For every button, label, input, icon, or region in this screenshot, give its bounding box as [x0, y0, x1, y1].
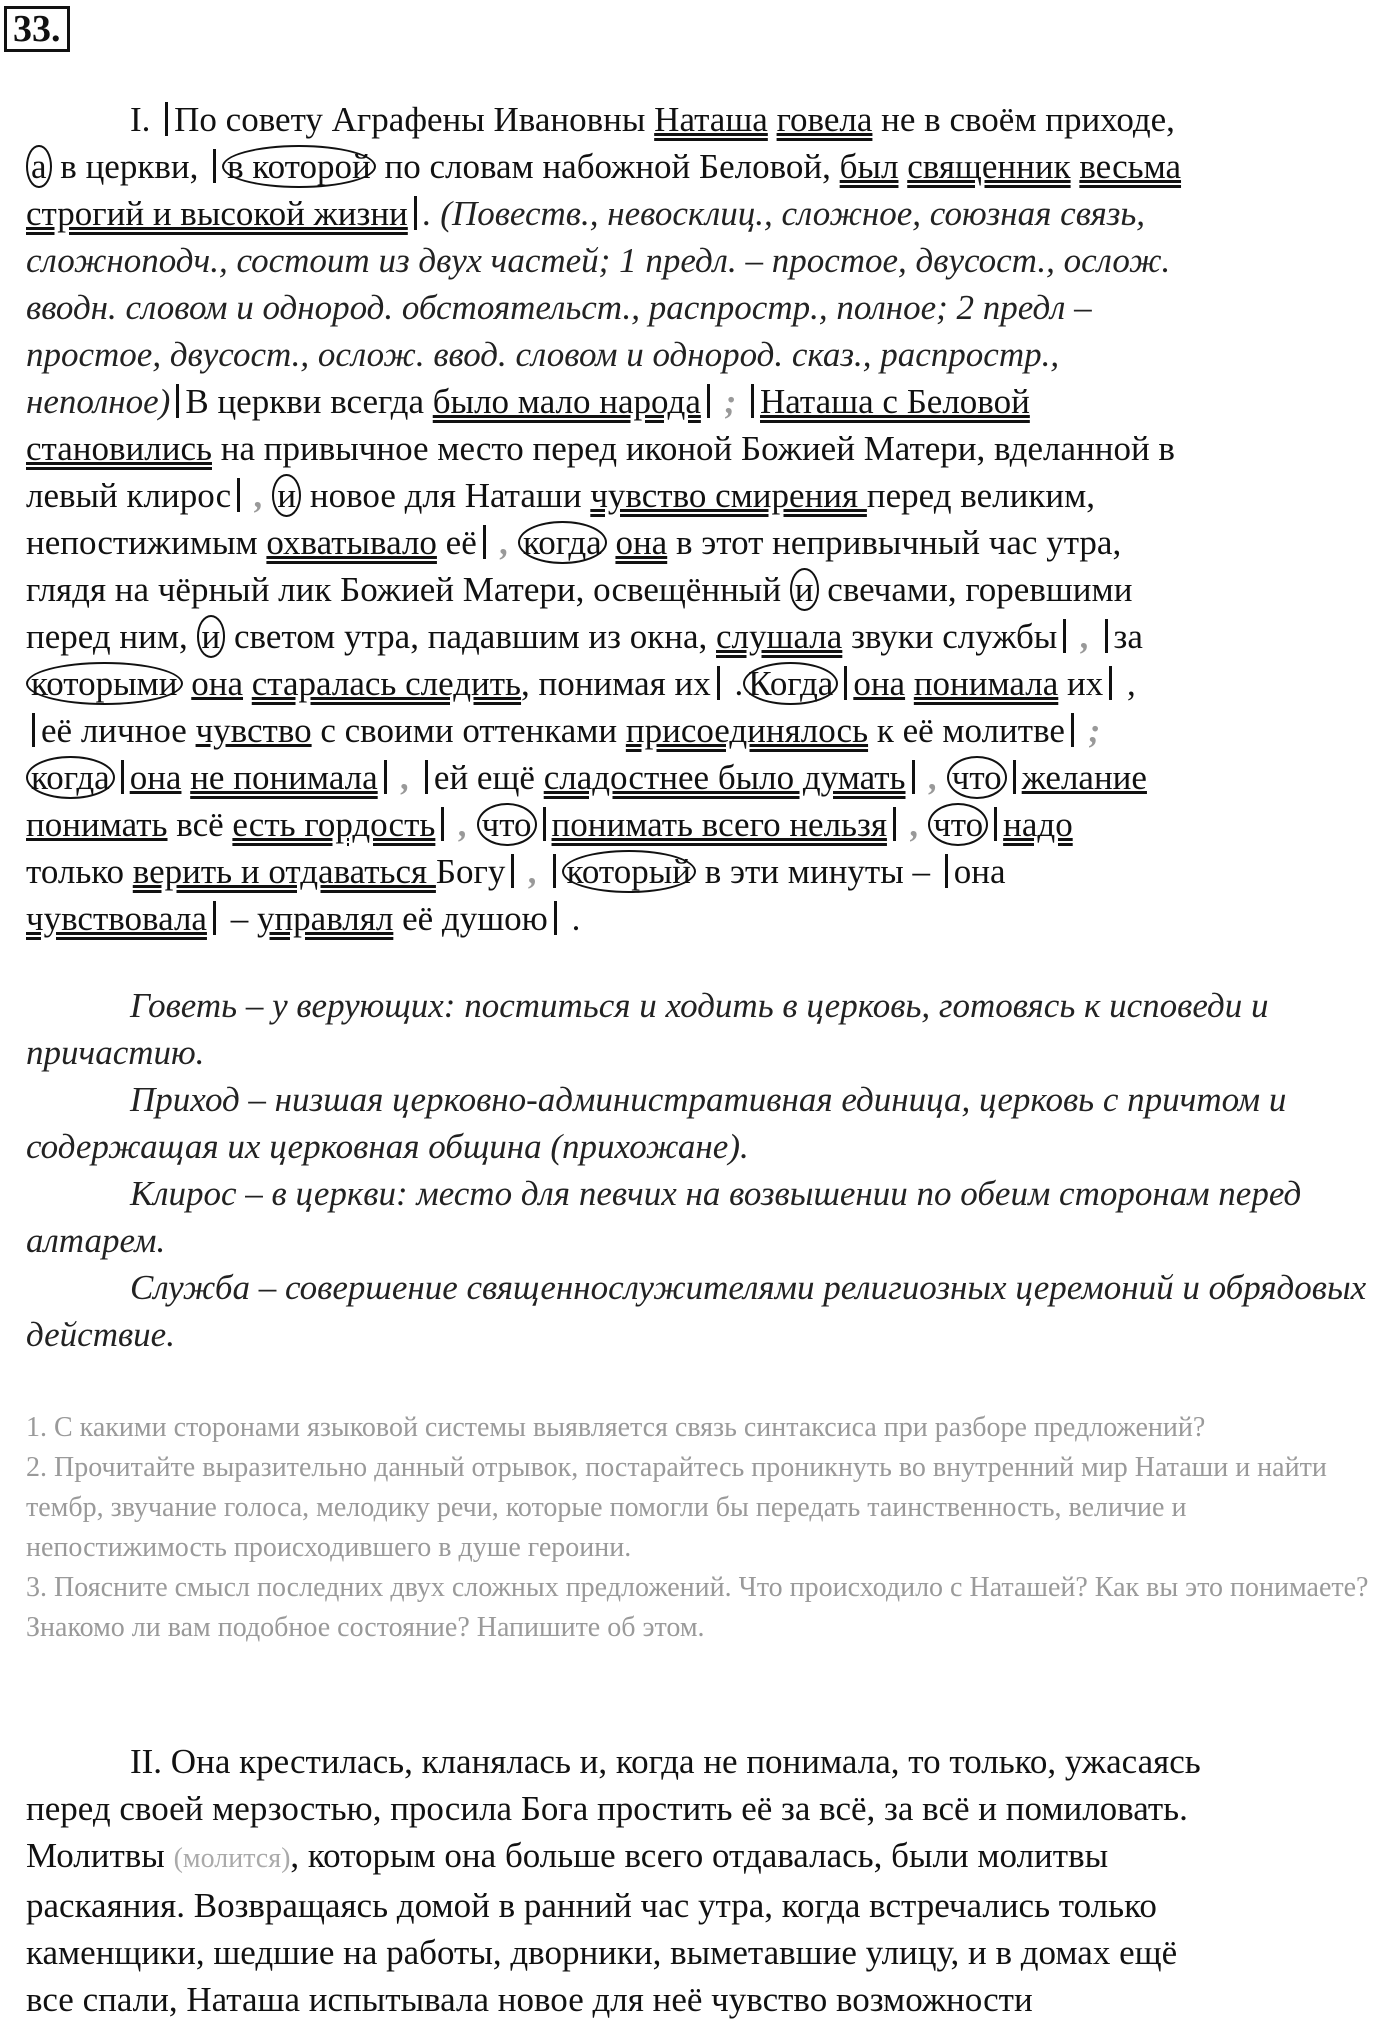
question-item: 2. Прочитайте выразительно данный отрывок, постарайтесь проникнуть во внутренний мир Наташи и найти тембр, звучание голоса, мелодику речи, которые помогли бы передать таинственность, величие и непостижимость происходившего в душе героини. — [26, 1452, 1327, 1563]
clause-boundary-mark — [384, 760, 387, 794]
clause-boundary-mark — [1109, 666, 1112, 700]
question-item: 3. Поясните смысл последних двух сложных предложений. Что происходило с Наташей? Как вы это понимаете? Знакомо ли вам подобное состояние? Напишите об этом. — [26, 1572, 1369, 1643]
conjunction-circled: когда — [518, 521, 607, 564]
subject: чувство смирения — [590, 476, 867, 515]
text-run: за — [1113, 617, 1143, 656]
subject: она — [853, 664, 906, 703]
conjunction-circled: который — [562, 850, 696, 893]
analysis-text: . (Повеств., невосклиц., сложное, союзная связь, — [422, 194, 1146, 233]
text-run: она — [953, 852, 1006, 891]
question-item: 1. С какими сторонами языковой системы выявляется связь синтаксиса при разборе предложений? — [26, 1412, 1206, 1443]
clause-boundary-mark — [237, 478, 240, 512]
text-run: её душою — [393, 899, 548, 938]
predicate: есть гордость — [232, 805, 436, 844]
punctuation-mark: , — [520, 852, 547, 891]
subject: понимать — [26, 805, 168, 844]
predicate: охватывало — [266, 523, 437, 562]
clause-boundary-mark — [213, 901, 216, 935]
clause-boundary-mark — [1105, 619, 1108, 653]
conjunction-circled: в которой — [222, 145, 376, 188]
text-run: в этот непривычный час утра, — [667, 523, 1122, 562]
text-run: всё — [167, 805, 233, 844]
analysis-line: вводн. словом и однород. обстоятельст., распростр., полное; 2 предл – — [26, 288, 1092, 327]
clause-boundary-mark — [751, 384, 754, 418]
clause-boundary-mark — [414, 196, 417, 230]
clause-boundary-mark — [994, 807, 997, 841]
clause-boundary-mark — [543, 807, 546, 841]
text-run: непостижимым — [26, 523, 267, 562]
clause-boundary-mark — [32, 713, 35, 747]
definition-item: Служба – совершение священнослужителями религиозных церемоний и обрядовых действие. — [26, 1268, 1367, 1354]
predicate: чувствовала — [26, 899, 207, 938]
passage-line — [26, 425, 1386, 472]
definition-item: Клирос – в церкви: место для певчих на возвышении по обеим сторонам перед алтарем. — [26, 1174, 1302, 1260]
definition-item: Говеть – у верующих: поститься и ходить в церковь, готовясь к исповеди и причастию. — [26, 986, 1269, 1072]
text-run: левый клирос — [26, 476, 232, 515]
text-run: . — [562, 899, 581, 938]
predicate: понимать всего нельзя — [551, 805, 887, 844]
clause-boundary-mark — [441, 807, 444, 841]
passage-line — [26, 190, 1386, 237]
text-run: перед великим, — [866, 476, 1095, 515]
parsed-passage — [26, 96, 1386, 942]
punctuation-mark: , — [450, 805, 477, 844]
predicate: старалась следить — [251, 664, 522, 703]
text-run: , — [1118, 664, 1136, 703]
text-run: Богу — [435, 852, 506, 891]
text-run: её — [436, 523, 477, 562]
passage-line — [26, 143, 1386, 190]
punctuation-mark: ; — [715, 382, 746, 421]
passage-line — [26, 613, 1386, 660]
predicate: сладостнее было думать — [543, 758, 906, 797]
conjunction-circled: что — [947, 756, 1007, 799]
clause-boundary-mark — [707, 384, 710, 418]
text-run: их — [1058, 664, 1104, 703]
conjunction-circled: и — [197, 615, 226, 658]
predicate: присоединялось — [625, 711, 869, 750]
punctuation-mark: , — [920, 758, 947, 797]
predicate: надо — [1003, 805, 1073, 844]
passage-line: все спали, Наташа испытывала новое для неё чувство возможности — [26, 1980, 1033, 2019]
passage-line — [26, 801, 1386, 848]
passage-line — [26, 895, 1386, 942]
subject: она — [129, 758, 182, 797]
text-run: её личное — [41, 711, 196, 750]
punctuation-mark: , — [901, 805, 929, 844]
passage-line — [26, 754, 1386, 801]
text-run — [905, 664, 914, 703]
questions — [26, 1408, 1386, 1648]
clause-boundary-mark — [945, 854, 948, 888]
predicate: священник — [907, 147, 1071, 186]
text-run: ей ещё — [433, 758, 544, 797]
part-label: I. — [130, 100, 151, 139]
text-run: , понимая их — [521, 664, 711, 703]
punctuation-mark: , — [491, 523, 518, 562]
text-run: в церкви, — [51, 147, 208, 186]
passage-line — [26, 1832, 1386, 1882]
punctuation-mark: , — [1072, 617, 1099, 656]
text-run: на привычное место перед иконой Божией Матери, вделанной в — [211, 429, 1175, 468]
conjunction-circled: а — [26, 145, 52, 188]
clause-boundary-mark — [1013, 760, 1016, 794]
clause-boundary-mark — [121, 760, 124, 794]
punctuation-mark: , — [246, 476, 273, 515]
passage-line — [26, 519, 1386, 566]
clause-boundary-mark — [176, 384, 179, 418]
clause-boundary-mark — [554, 901, 557, 935]
clause-boundary-mark — [165, 102, 168, 136]
passage-line — [26, 472, 1386, 519]
text-run: к её молитве — [868, 711, 1065, 750]
text-run: . — [725, 664, 744, 703]
clause-boundary-mark — [213, 149, 216, 183]
exercise-number: 33. — [4, 6, 70, 52]
text-run: Молитвы — [26, 1836, 174, 1875]
predicate: был — [839, 147, 899, 186]
predicate: понимала — [913, 664, 1059, 703]
subject: Наташа с Беловой — [760, 382, 1030, 421]
predicate: было мало народа — [432, 382, 701, 421]
text-run: в эти минуты – — [695, 852, 939, 891]
text-run: новое для Наташи — [301, 476, 591, 515]
passage-line — [26, 96, 1386, 143]
conjunction-circled: и — [272, 474, 301, 517]
predicate: слушала — [716, 617, 843, 656]
text-run — [243, 664, 252, 703]
subject: она — [615, 523, 668, 562]
text-run: светом утра, падавшим из окна, — [225, 617, 717, 656]
predicate: весьма — [1079, 147, 1182, 186]
predicate: не понимала — [190, 758, 378, 797]
text-run: не в своём приходе, — [872, 100, 1175, 139]
punctuation-mark: , — [392, 758, 419, 797]
analysis-text: неполное) — [26, 382, 171, 421]
conjunction-circled: что — [477, 803, 537, 846]
text-run: – — [221, 899, 257, 938]
analysis-line: простое, двусост., ослож. ввод. словом и однород. сказ., распростр., — [26, 335, 1060, 374]
definitions — [26, 982, 1386, 1358]
passage-line: каменщики, шедшие на работы, дворники, выметавшие улицу, и в домах ещё — [26, 1933, 1178, 1972]
clause-boundary-mark — [1063, 619, 1066, 653]
conjunction-circled: Когда — [743, 662, 838, 705]
predicate: строгий и высокой жизни — [26, 194, 408, 233]
subject: Наташа — [654, 100, 768, 139]
clause-boundary-mark — [1071, 713, 1074, 747]
conjunction-circled: когда — [26, 756, 115, 799]
passage-line: раскаяния. Возвращаясь домой в ранний час утра, когда встречались только — [26, 1886, 1157, 1925]
text-run — [898, 147, 907, 186]
punctuation-mark: ; — [1079, 711, 1101, 750]
text-run: свечами, горевшими — [818, 570, 1133, 609]
text-run — [768, 100, 777, 139]
conjunction-circled: что — [928, 803, 988, 846]
predicate: становились — [26, 429, 212, 468]
passage-line: II. Она крестилась, кланялась и, когда не понимала, то только, ужасаясь — [130, 1742, 1201, 1781]
clause-boundary-mark — [717, 666, 720, 700]
text-run: , которым она больше всего отдавалась, были молитвы — [290, 1836, 1109, 1875]
subject: она — [191, 664, 244, 703]
conjunction-circled: и — [790, 568, 819, 611]
text-run: перед ним, — [26, 617, 197, 656]
clause-boundary-mark — [844, 666, 847, 700]
analysis-line: сложноподч., состоит из двух частей; 1 предл. – простое, двусост., ослож. — [26, 241, 1171, 280]
text-run — [181, 758, 190, 797]
subject: чувство — [195, 711, 312, 750]
text-run: глядя на чёрный лик Божией Матери, освещённый — [26, 570, 790, 609]
passage-line — [26, 378, 1386, 425]
subject: желание — [1021, 758, 1147, 797]
predicate: говела — [776, 100, 873, 139]
passage-line — [26, 660, 1386, 707]
clause-boundary-mark — [912, 760, 915, 794]
passage-line: перед своей мерзостью, просила Бога простить её за всё, за всё и помиловать. — [26, 1789, 1188, 1828]
conjunction-circled: которыми — [26, 662, 183, 705]
clause-boundary-mark — [511, 854, 514, 888]
predicate: управлял — [256, 899, 394, 938]
text-run: В церкви всегда — [185, 382, 433, 421]
passage-part-two — [26, 1738, 1386, 2023]
text-run: По совету Аграфены Ивановны — [174, 100, 655, 139]
text-run — [183, 664, 192, 703]
clause-boundary-mark — [893, 807, 896, 841]
clause-boundary-mark — [425, 760, 428, 794]
text-run: по словам набожной Беловой, — [375, 147, 840, 186]
passage-line — [26, 707, 1386, 754]
definition-item: Приход – низшая церковно-административная единица, церковь с причтом и содержащая их церковная община (прихожане). — [26, 1080, 1287, 1166]
clause-boundary-mark — [483, 525, 486, 559]
passage-line — [26, 848, 1386, 895]
clause-boundary-mark — [553, 854, 556, 888]
text-run: с своими оттенками — [311, 711, 626, 750]
text-run: звуки службы — [842, 617, 1058, 656]
passage-line — [26, 566, 1386, 613]
check-word: (молится) — [173, 1843, 291, 1874]
text-run: только — [26, 852, 133, 891]
predicate: верить и отдаваться — [132, 852, 436, 891]
